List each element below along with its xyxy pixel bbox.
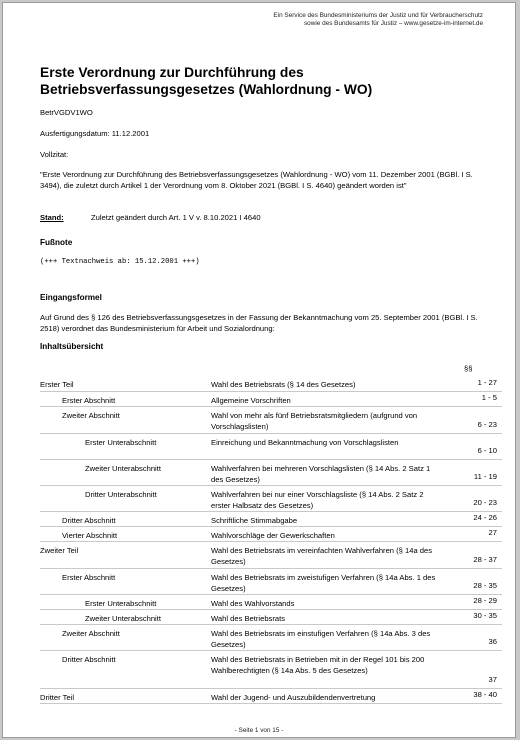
- vollzitat-text: "Erste Verordnung zur Durchführung des Betriebsverfassungsgesetzes (Wahlordnung - WO) vom 11. Dezember 2001 (BGBl. I S. 3494), die zuletzt durch Artikel 1 der Verordnung vom 8. Oktober 2021 (BGBl. I S. 4640) geändert worden ist": [40, 170, 473, 190]
- toc-section-label: Zweiter Unterabschnitt: [85, 464, 161, 473]
- page-footer: - Seite 1 von 15 -: [234, 727, 284, 734]
- header-line-2: sowie des Bundesamts für Justiz ‒ www.gesetze-im-internet.de: [303, 20, 483, 28]
- toc-section-label: Dritter Unterabschnitt: [85, 490, 157, 499]
- toc-section-title: Wahl der Jugend- und Auszubildendenvertretung: [211, 693, 376, 702]
- eingangsformel-heading: Eingangsformel: [40, 293, 102, 302]
- toc-row: [40, 486, 502, 512]
- toc-section-label: Erster Abschnitt: [62, 396, 116, 405]
- toc-paragraph-range: 1 - 27: [477, 378, 497, 388]
- document-title: Erste Verordnung zur Durchführung des Betriebsverfassungsgesetzes (Wahlordnung - WO): [40, 65, 373, 97]
- toc-section-title: Wahlverfahren bei mehreren Vorschlagslisten (§ 14 Abs. 2 Satz 1 des Gesetzes): [211, 464, 431, 484]
- toc-row: [40, 376, 502, 392]
- toc-section-label: Zweiter Abschnitt: [62, 411, 120, 420]
- toc-section-title: Schriftliche Stimmabgabe: [211, 516, 298, 525]
- toc-section-title: Wahlvorschläge der Gewerkschaften: [211, 531, 335, 540]
- toc-row: [40, 512, 502, 527]
- toc-row: [40, 569, 502, 595]
- toc-section-label: Erster Unterabschnitt: [85, 438, 157, 447]
- toc-paragraph-range: 30 - 35: [473, 611, 497, 621]
- toc-paragraph-range: 20 - 23: [473, 498, 497, 508]
- toc-section-label: Zweiter Unterabschnitt: [85, 614, 161, 623]
- toc-section-title: Wahl des Betriebsrats im einstufigen Verfahren (§ 14a Abs. 3 des Gesetzes): [211, 629, 431, 649]
- toc-row: [40, 434, 502, 460]
- toc-paragraph-range: 28 - 37: [473, 555, 497, 565]
- toc-paragraph-range: 38 - 40: [473, 690, 497, 700]
- toc-paragraph-range: 36: [488, 637, 497, 647]
- toc-section-title: Einreichung und Bekanntmachung von Vorschlagslisten: [211, 438, 399, 447]
- page-header: [273, 12, 483, 29]
- vollzitat-label: Vollzitat:: [40, 150, 69, 159]
- toc-section-label: Vierter Abschnitt: [62, 531, 118, 540]
- paragraph-symbol-header: §§: [464, 364, 473, 373]
- toc-section-title: Wahl von mehr als fünf Betriebsratsmitgliedern (aufgrund von Vorschlagslisten): [211, 411, 418, 431]
- toc-row: [40, 610, 502, 625]
- toc-section-title: Allgemeine Vorschriften: [211, 396, 291, 405]
- toc-section-title: Wahl des Betriebsrats in Betrieben mit in der Regel 101 bis 200 Wahlberechtigten (§ 14a Abs. 5 des Gesetzes): [211, 655, 425, 675]
- toc-section-label: Erster Abschnitt: [62, 573, 116, 582]
- stand-row: [40, 213, 64, 224]
- toc-paragraph-range: 28 - 29: [473, 596, 497, 606]
- toc-row: [40, 625, 502, 651]
- toc-section-title: Wahl des Betriebsrats: [211, 614, 285, 623]
- toc-row: [40, 542, 502, 569]
- toc-row: [40, 595, 502, 610]
- toc-row: [40, 407, 502, 434]
- toc-section-title: Wahl des Betriebsrats im zweistufigen Verfahren (§ 14a Abs. 1 des Gesetzes): [211, 573, 436, 593]
- toc-section-label: Dritter Teil: [40, 693, 75, 702]
- ausfertigung-date: Ausfertigungsdatum: 11.12.2001: [40, 129, 150, 138]
- toc-paragraph-range: 6 - 10: [477, 446, 497, 456]
- toc-paragraph-range: 24 - 26: [473, 513, 497, 523]
- toc-section-title: Wahlverfahren bei nur einer Vorschlagsliste (§ 14 Abs. 2 Satz 2 erster Halbsatz des Gesetzes): [211, 490, 424, 510]
- table-of-contents: [40, 376, 502, 704]
- toc-section-label: Erster Unterabschnitt: [85, 599, 157, 608]
- toc-row: [40, 460, 502, 486]
- inhalt-heading: Inhaltsübersicht: [40, 342, 104, 351]
- toc-paragraph-range: 6 - 23: [477, 420, 497, 430]
- toc-paragraph-range: 28 - 35: [473, 581, 497, 591]
- stand-label: Stand:: [40, 213, 64, 222]
- toc-section-title: Wahl des Betriebsrats (§ 14 des Gesetzes): [211, 380, 356, 389]
- toc-section-label: Dritter Abschnitt: [62, 516, 116, 525]
- toc-paragraph-range: 37: [488, 675, 497, 685]
- fussnote-text: (+++ Textnachweis ab: 15.12.2001 +++): [40, 258, 200, 266]
- toc-section-label: Zweiter Abschnitt: [62, 629, 120, 638]
- toc-paragraph-range: 1 - 5: [481, 393, 497, 403]
- toc-row: [40, 651, 502, 689]
- toc-section-label: Dritter Abschnitt: [62, 655, 116, 664]
- toc-section-label: Zweiter Teil: [40, 546, 79, 555]
- toc-paragraph-range: 27: [488, 528, 497, 538]
- fussnote-heading: Fußnote: [40, 238, 73, 247]
- toc-row: [40, 527, 502, 542]
- toc-row: [40, 689, 502, 704]
- toc-section-label: Erster Teil: [40, 380, 74, 389]
- document-page: [2, 2, 516, 738]
- eingangsformel-text: Auf Grund des § 126 des Betriebsverfassungsgesetzes in der Fassung der Bekanntmachung vom 25. September 2001 (BGBl. I S. 2518) verordnet das Bundesministerium für Arbeit und Sozialordnung:: [40, 313, 478, 333]
- toc-paragraph-range: 11 - 19: [473, 472, 497, 482]
- toc-section-title: Wahl des Wahlvorstands: [211, 599, 295, 608]
- toc-section-title: Wahl des Betriebsrats im vereinfachten Wahlverfahren (§ 14a des Gesetzes): [211, 546, 433, 566]
- toc-row: [40, 392, 502, 407]
- law-abbreviation: BetrVGDV1WO: [40, 108, 93, 117]
- stand-text: Zuletzt geändert durch Art. 1 V v. 8.10.2021 I 4640: [91, 213, 261, 222]
- header-line-1: Ein Service des Bundesministeriums der Justiz und für Verbraucherschutz: [273, 12, 483, 19]
